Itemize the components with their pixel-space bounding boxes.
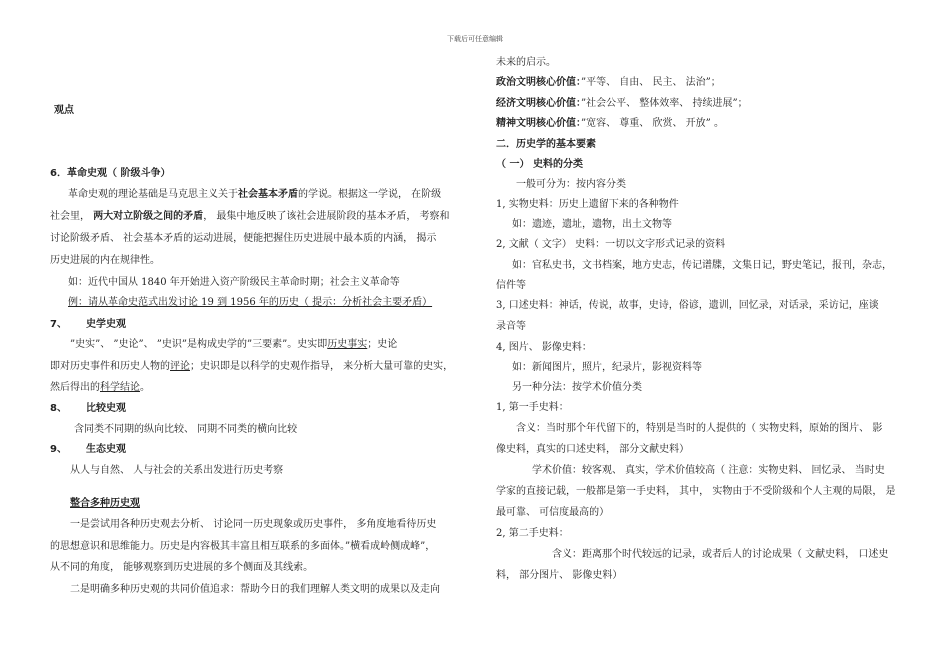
s6-line-4: 历史进展的内在规律性。 — [50, 255, 160, 266]
section-2-title: 二．历史学的基本要素 — [496, 139, 596, 150]
s7-line-3: 然后得出的科学结论。 — [50, 382, 150, 393]
section-7-number: 7、 — [50, 319, 67, 330]
first-hand-title: 1, 第一手史料： — [496, 402, 569, 413]
integration-line-4: 二是明确多种历史观的共同价值追求：帮助今日的我们理解人类文明的成果以及走向 — [70, 584, 440, 595]
spiritual-values: 精神文明核心价值：”宽容、 尊重、 欣赏、 开放” 。 — [496, 118, 724, 129]
item-4-example: 如：新闻图片，照片，纪录片，影视资料等 — [512, 362, 702, 373]
s9-line-1: 从人与自然、 人与社会的关系出发进行历史考察 — [70, 465, 284, 476]
s7-line-1: ”史实”、 ”史论”、 ”史识”是构成史学的”三要素”。史实即历史事实；史论 — [70, 339, 398, 350]
item-1-example: 如：遗迹，遗址，遗物，出土文物等 — [512, 219, 672, 230]
s6-line-3: 讨论阶级矛盾、 社会基本矛盾的运动进展，便能把握住历史进展中最本质的内涵， 揭示 — [50, 233, 437, 244]
page-header: 下载后可任意编辑 — [447, 35, 503, 43]
r-line-1: 未来的启示。 — [496, 57, 556, 68]
item-3-cont: 录音等 — [496, 321, 526, 332]
s6-example-2: 例：请从革命史范式出发讨论 19 到 1956 年的历史（ 提示：分析社会主要矛盾） — [68, 297, 433, 308]
section-2-1-title: （ 一） 史料的分类 — [496, 159, 583, 170]
s6-line-1: 革命史观的理论基础是马克思主义关于社会基本矛盾的学说。根据这一学说， 在阶级 — [68, 189, 442, 200]
first-hand-definition-cont: 像史料，真实的口述史料， 部分文献史料） — [496, 444, 690, 455]
first-hand-value: 学术价值：较客观、 真实，学术价值较高（ 注意：实物史料、 回忆录、 当时史 — [532, 465, 885, 476]
other-classification: 另一种分法：按学术价值分类 — [512, 382, 642, 393]
section-9-number: 9、 — [50, 444, 67, 455]
viewpoint-heading: 观点 — [54, 105, 74, 116]
s6-line-2: 社会里， 两大对立阶级之间的矛盾， 最集中地反映了该社会进展阶段的基本矛盾， 考察和 — [50, 211, 450, 222]
s6-example-1: 如：近代中国从 1840 年开始进入资产阶级民主革命时期；社会主义革命等 — [68, 277, 400, 288]
item-2-example: 如：官私史书，文书档案，地方史志，传记谱牒，文集日记，野史笔记，报刊，杂志， — [512, 260, 892, 271]
first-hand-value-cont: 学家的直接记载，一般都是第一手史料， 其中， 实物由于不受阶级和个人主观的局限， 是 — [496, 486, 896, 497]
economic-values: 经济文明核心价值：”社会公平、 整体效率、 持续进展”； — [496, 98, 748, 109]
integration-line-3: 从不同的角度， 能够观察到历史进展的多个侧面及其线索。 — [50, 562, 314, 573]
item-3: 3, 口述史料：神话，传说，故事，史诗，俗谚，遗训，回忆录，对话录，采访记，座谈 — [496, 300, 879, 311]
political-values: 政治文明核心价值：”平等、 自由、 民主、 法治”； — [496, 77, 721, 88]
second-hand-definition-cont: 料， 部分图片、 影像史料） — [496, 570, 623, 581]
general-classification: 一般可分为：按内容分类 — [516, 179, 626, 190]
item-2-example-cont: 信件等 — [496, 280, 526, 291]
section-8-number: 8、 — [50, 403, 67, 414]
item-2: 2, 文献（ 文字） 史料：一切以文字形式记录的资料 — [496, 239, 726, 250]
section-9-title: 生态史观 — [86, 444, 126, 455]
integration-title: 整合多种历史观 — [70, 498, 140, 509]
s8-line-1: 含同类不同期的纵向比较、 同期不同类的横向比较 — [74, 424, 298, 435]
item-4: 4, 图片、 影像史料： — [496, 342, 592, 353]
item-1: 1, 实物史料：历史上遗留下来的各种物件 — [496, 199, 679, 210]
section-8-title: 比较史观 — [86, 403, 126, 414]
section-7-title: 史学史观 — [86, 319, 126, 330]
s7-line-2: 即对历史事件和历史人物的评论；史识即是以科学的史观作指导， 来分析大量可靠的史实， — [50, 361, 454, 372]
section-6-title: 6．革命史观（ 阶级斗争） — [50, 168, 171, 179]
integration-line-1: 一是尝试用各种历史观去分析、 讨论同一历史现象或历史事件， 多角度地看待历史 — [70, 519, 437, 530]
integration-line-2: 的思想意识和思维能力。历史是内容极其丰富且相互联系的多面体。”横看成岭侧成峰”， — [50, 541, 436, 552]
first-hand-value-cont-2: 最可靠、 可信度最高的） — [496, 507, 610, 518]
first-hand-definition: 含义：当时那个年代留下的，特别是当时的人提供的（ 实物史料，原始的图片、 影 — [516, 423, 883, 434]
second-hand-definition: 含义：距离那个时代较远的记录，或者后人的讨论成果（ 文献史料， 口述史 — [552, 549, 889, 560]
second-hand-title: 2, 第二手史料： — [496, 528, 569, 539]
